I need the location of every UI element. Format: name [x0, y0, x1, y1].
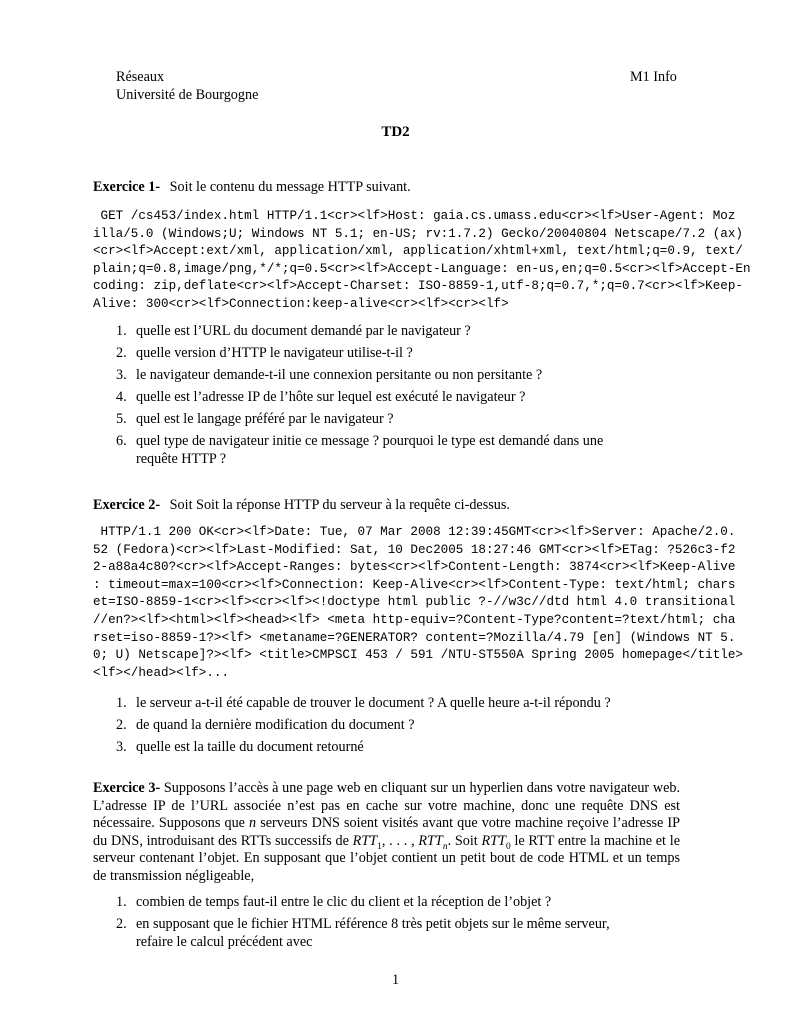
list-item: 2. quelle version d’HTTP le navigateur utilise-t-il ?	[116, 345, 413, 361]
list-item: 1. le serveur a-t-il été capable de trouver le document ? A quelle heure a-t-il répondu ?	[116, 695, 611, 711]
page-number: 1	[391, 972, 400, 988]
exercise-2-heading	[93, 495, 680, 515]
exercise-1-code	[93, 208, 751, 314]
exercise-3-paragraph: Exercice 3- Supposons l’accès à une page web en cliquant sur un hyperlien dans votre navigateur web. L’adresse IP de l’URL associée n’est pas en cache sur votre machine, donc une requête DNS est nécessaire. Supposons que n serveurs DNS soient visités avant que votre machine reçoive l’adresse IP du DNS, introduisant des RTTs successifs de $RTT_1$, . . . , $RTT_n$. Soit $RTT_0$ le RTT entre la machine et le serveur contenant l’objet. En supposant que l’objet contient un petit bout de code HTML et un temps de transmission négligeable,	[93, 780, 681, 884]
page-title: TD2	[381, 124, 410, 140]
exercise-3-questions	[93, 893, 680, 955]
list-item: 4. quelle est l’adresse IP de l’hôte sur lequel est exécuté le navigateur ?	[116, 389, 526, 405]
exercise-1-label: Exercice 1-	[93, 179, 161, 195]
header-left	[116, 68, 258, 104]
exercise-1-heading	[93, 177, 680, 197]
list-item: 3. quelle est la taille du document retourné	[116, 739, 364, 755]
exercise-2	[93, 495, 680, 515]
course-level: M1 Info	[630, 69, 677, 85]
exercise-1-intro: Soit le contenu du message HTTP suivant.	[169, 179, 411, 195]
list-item: 3. le navigateur demande-t-il une connexion persitante ou non persitante ?	[116, 367, 543, 383]
exercise-2-intro: Soit Soit la réponse HTTP du serveur à la requête ci-dessus.	[169, 497, 510, 513]
exercise-1-questions	[93, 322, 680, 472]
list-item: 1. quelle est l’URL du document demandé par le navigateur ?	[116, 323, 471, 339]
list-item: 6. quel type de navigateur initie ce message ? pourquoi le type est demandé dans une requête HTTP ?	[116, 433, 604, 467]
list-item: 2. de quand la dernière modification du document ?	[116, 717, 415, 733]
course-name: Réseaux	[116, 69, 165, 85]
list-item: 1. combien de temps faut-il entre le clic du client et la réception de l’objet ?	[116, 894, 552, 910]
exercise-2-label: Exercice 2-	[93, 497, 161, 513]
http-response-code: HTTP/1.1 200 OK<cr><lf>Date: Tue, 07 Mar 2008 12:39:45GMT<cr><lf>Server: Apache/2.0. 52 (Fedora)<cr><lf>Last-Modified: Sat, 10 Dec2005 18:27:46 GMT<cr><lf>ETag: ?526c3-f2 2-a88a4c80?<cr><lf>Accept-Ranges: bytes<cr><lf>Content-Length: 3874<cr><lf>Keep-Alive : timeout=max=100<cr><lf>Connection: Keep-Alive<cr><lf>Content-Type: text/html; chars et=ISO-8859-1<cr><lf><cr><lf><!doctype html public ?-//w3c//dtd html 4.0 transitional //en?><lf><html><lf><head><lf> <meta http-equiv=?Content-Type?content=?text/html; cha rset=iso-8859-1?><lf> <metaname=?GENERATOR? content=?Mozilla/4.79 [en] (Windows NT 5. 0; U) Netscape]?><lf> <title>CMPSCI 453 / 591 /NTU-ST550A Spring 2005 homepage</title> <lf></head><lf>...	[93, 525, 743, 680]
exercise-3-label: Exercice 3-	[93, 780, 161, 796]
exercise-1	[93, 177, 680, 197]
http-request-code: GET /cs453/index.html HTTP/1.1<cr><lf>Host: gaia.cs.umass.edu<cr><lf>User-Agent: Moz illa/5.0 (Windows;U; Windows NT 5.1; en-US; rv:1.7.2) Gecko/20040804 Netscape/7.2 (ax) <cr><lf>Accept:ext/xml, application/xml, application/xhtml+xml, text/html;q=0.9, text/ plain;q=0.8,image/png,*/*;q=0.5<cr><lf>Accept-Language: en-us,en;q=0.5<cr><lf>Accept-En coding: zip,deflate<cr><lf>Accept-Charset: ISO-8859-1,utf-8;q=0.7,*;q=0.7<cr><lf>Keep- Alive: 300<cr><lf>Connection:keep-alive<cr><lf><cr><lf>	[93, 209, 751, 311]
list-item: 2. en supposant que le fichier HTML référence 8 très petit objets sur le même serveur, refaire le calcul précédent avec	[116, 916, 610, 950]
university-name: Université de Bourgogne	[116, 87, 259, 103]
exercise-3	[93, 780, 680, 885]
exercise-2-questions	[93, 694, 680, 760]
list-item: 5. quel est le langage préféré par le navigateur ?	[116, 411, 394, 427]
exercise-2-code	[93, 524, 743, 682]
